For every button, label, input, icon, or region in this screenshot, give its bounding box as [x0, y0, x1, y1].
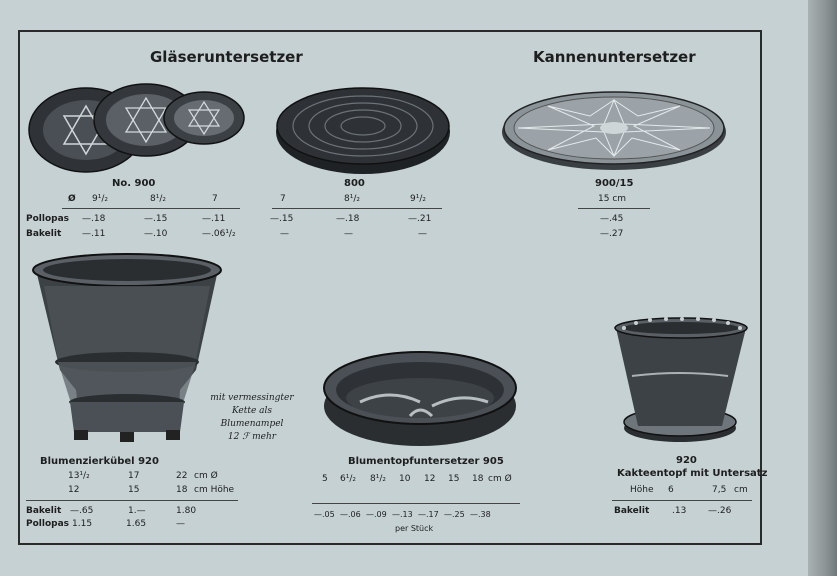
jug-coaster-size: 15 cm	[598, 194, 627, 204]
pot-size-unit: cm Ø	[488, 474, 512, 484]
pot-size-6: 15	[448, 474, 460, 484]
planter-label-bakelit: Bakelit	[26, 506, 62, 516]
jug-coaster-illustration	[500, 86, 728, 172]
planter-diam-2: 17	[128, 471, 140, 481]
heading-glass-coasters: Gläseruntersetzer	[150, 48, 303, 66]
price-900-bakelit-2: —.10	[144, 229, 168, 239]
price-900-pollopas-3: —.11	[202, 214, 226, 224]
coaster-900-illustration	[26, 80, 248, 176]
pot-size-3: 8¹/₂	[370, 474, 386, 484]
row-label-pollopas: Pollopas	[26, 214, 70, 224]
note-line-3: Blumenampel	[220, 419, 284, 429]
planter-bakelit-2: 1.—	[128, 506, 146, 516]
planter-diam-3: 22	[176, 471, 188, 481]
planter-bakelit-1: —.65	[70, 506, 94, 516]
size-900-3: 7	[212, 194, 218, 204]
planter-height-2: 15	[128, 485, 140, 495]
size-800-2: 8¹/₂	[344, 194, 360, 204]
pot-size-4: 10	[399, 474, 411, 484]
size-900-2: 8¹/₂	[150, 194, 166, 204]
size-800-1: 7	[280, 194, 286, 204]
cactus-height-2: 7,5	[712, 485, 727, 495]
rule-900	[62, 208, 240, 209]
pot-size-2: 6¹/₂	[340, 474, 356, 484]
row-label-bakelit: Bakelit	[26, 229, 62, 239]
cactus-price-2: —.26	[708, 506, 732, 516]
rule-800	[272, 208, 442, 209]
price-800-bakelit-1: —	[280, 229, 289, 239]
cactus-price-1: .13	[672, 506, 687, 516]
jug-price-bakelit: —.27	[600, 229, 624, 239]
price-800-pollopas-2: —.18	[336, 214, 360, 224]
planter-pollopas-2: 1.65	[126, 519, 147, 529]
planter-height-3: 18	[176, 485, 188, 495]
price-900-pollopas-1: —.18	[82, 214, 106, 224]
price-900-bakelit-1: —.11	[82, 229, 106, 239]
cactus-pot-illustration	[610, 316, 752, 450]
diameter-symbol: Ø	[68, 194, 76, 204]
price-900-bakelit-3: —.06¹/₂	[202, 229, 236, 239]
cactus-pot-model: 920	[676, 455, 697, 466]
planter-chain-note	[210, 392, 294, 444]
price-800-bakelit-3: —	[418, 229, 427, 239]
size-800-3: 9¹/₂	[410, 194, 426, 204]
jug-price-pollopas: —.45	[600, 214, 624, 224]
note-line-2: Kette als	[231, 406, 273, 416]
heading-jug-coasters: Kannenuntersetzer	[533, 48, 696, 66]
cactus-height-1: 6	[668, 485, 674, 495]
planter-label-pollopas: Pollopas	[26, 519, 70, 529]
cactus-label-bakelit: Bakelit	[614, 506, 650, 516]
model-800-label: 800	[344, 178, 365, 189]
coaster-800-illustration	[274, 84, 452, 176]
model-900-label: No. 900	[112, 178, 156, 189]
cactus-height-label: Höhe	[630, 485, 654, 495]
price-800-pollopas-3: —.21	[408, 214, 432, 224]
price-800-pollopas-1: —.15	[270, 214, 294, 224]
pot-price-6: —.25	[444, 510, 465, 519]
planter-diam-unit: cm Ø	[194, 471, 218, 481]
pot-coaster-illustration	[320, 344, 520, 450]
page-edge	[808, 0, 837, 576]
pot-price-4: —.13	[392, 510, 413, 519]
note-line-4: 12 ℱ mehr	[227, 432, 277, 442]
planter-title: Blumenzierkübel 920	[40, 456, 159, 467]
pot-price-unit: per Stück	[395, 524, 434, 533]
price-800-bakelit-2: —	[344, 229, 353, 239]
planter-pollopas-1: 1.15	[72, 519, 93, 529]
planter-diam-1: 13¹/₂	[68, 471, 90, 481]
pot-size-1: 5	[322, 474, 328, 484]
planter-illustration	[28, 250, 226, 450]
rule-pot-coaster	[312, 503, 520, 504]
pot-price-3: —.09	[366, 510, 387, 519]
planter-height-1: 12	[68, 485, 80, 495]
planter-bakelit-3: 1.80	[176, 506, 197, 516]
cactus-height-unit: cm	[734, 485, 748, 495]
pot-price-2: —.06	[340, 510, 361, 519]
pot-coaster-title: Blumentopfuntersetzer 905	[348, 456, 504, 467]
size-900-1: 9¹/₂	[92, 194, 108, 204]
rule-cactus	[612, 500, 752, 501]
pot-price-5: —.17	[418, 510, 439, 519]
planter-height-unit: cm Höhe	[194, 485, 235, 495]
rule-jug	[578, 208, 650, 209]
cactus-pot-title: Kakteentopf mit Untersatz	[617, 468, 768, 479]
pot-size-7: 18	[472, 474, 484, 484]
note-line-1: mit vermessingter	[210, 393, 294, 403]
pot-price-7: —.38	[470, 510, 491, 519]
jug-coaster-model-label: 900/15	[595, 178, 634, 189]
price-900-pollopas-2: —.15	[144, 214, 168, 224]
rule-planter	[26, 500, 238, 501]
pot-size-5: 12	[424, 474, 436, 484]
planter-pollopas-3: —	[176, 519, 185, 529]
pot-price-1: —.05	[314, 510, 335, 519]
